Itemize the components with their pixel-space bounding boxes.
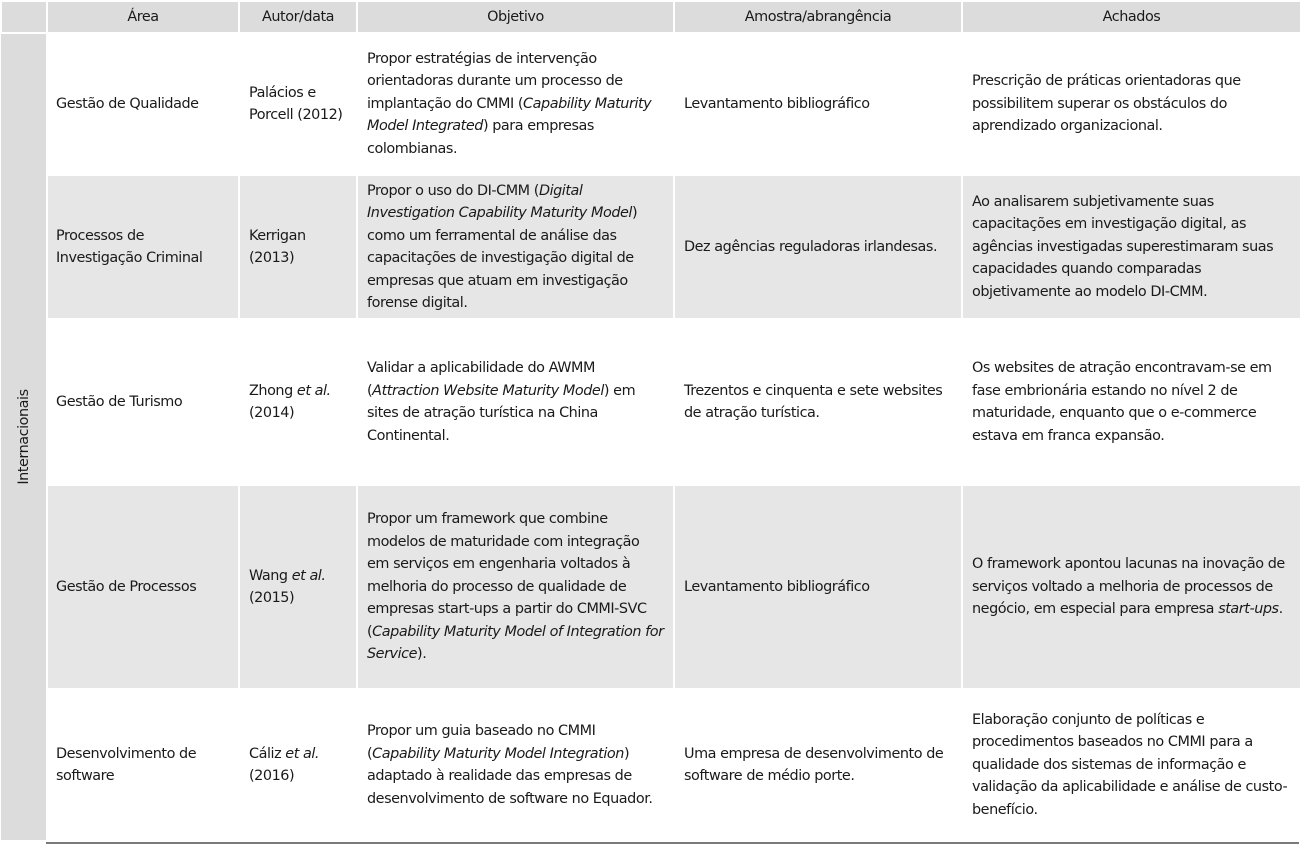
group-label: Internacionais: [15, 389, 32, 485]
author-name: Wang: [249, 567, 292, 584]
cell-objective: [357, 689, 674, 840]
model-name: Capability Maturity Model of Integration for Service: [367, 623, 664, 663]
header-corner: [1, 2, 47, 33]
cell-author: Palácios e Porcell (2012): [239, 33, 357, 175]
header-findings: Achados: [962, 2, 1300, 33]
author-year: (2016): [249, 768, 295, 784]
author-etal: et al.: [291, 567, 326, 584]
header-objective: Objetivo: [357, 2, 674, 33]
findings-emphasis: start-ups: [1218, 601, 1279, 618]
header-author: Autor/data: [239, 2, 357, 33]
cell-author: Kerrigan (2013): [239, 175, 357, 319]
author-etal: et al.: [285, 745, 320, 762]
objective-text: Validar a aplicabilidade do AWMM (: [367, 360, 595, 399]
literature-review-table: [0, 2, 1300, 840]
findings-text: Prescrição de práticas orientadoras que possibilitem superar os obstáculos do aprendizado organizacional.: [972, 73, 1241, 135]
cell-objective: [357, 319, 674, 485]
cell-objective: [357, 175, 674, 319]
header-sample: Amostra/abrangência: [674, 2, 962, 33]
objective-text: ) como um ferramental de análise das capacitações de investigação digital de empresas que atuam em investigação forense digital.: [367, 205, 638, 311]
model-name: Capability Maturity Model Integration: [372, 745, 624, 762]
findings-text: Elaboração conjunto de políticas e procedimentos baseados no CMMI para a qualidade dos sistemas de informação e validação da aplicabilidade e análise de custo-benefício.: [972, 711, 1288, 818]
cell-findings: [962, 689, 1300, 840]
cell-findings: [962, 175, 1300, 319]
cell-sample: Dez agências reguladoras irlandesas.: [674, 175, 962, 319]
cell-sample: Levantamento bibliográfico: [674, 33, 962, 175]
cell-author: [239, 485, 357, 689]
findings-text: Ao analisarem subjetivamente suas capacitações em investigação digital, as agências investigadas superestimaram suas capacidades quando comparadas objetivamente ao modelo DI-CMM.: [972, 193, 1274, 300]
objective-text: Propor um framework que combine modelos de maturidade com integração em serviços em engenharia voltados à melhoria do processo de qualidade de empresas start-ups a partir do CMMI-SVC (: [367, 511, 647, 640]
table-row: [1, 33, 1300, 175]
header-area: Área: [47, 2, 239, 33]
objective-text: ) adaptado à realidade das empresas de desenvolvimento de software no Equador.: [367, 745, 653, 807]
cell-sample: Trezentos e cinquenta e sete websites de atração turística.: [674, 319, 962, 485]
cell-author: [239, 689, 357, 840]
table-row: [1, 689, 1300, 840]
objective-text: Propor o uso do DI-CMM (: [367, 182, 539, 199]
findings-text: .: [1278, 601, 1283, 618]
cell-area: Gestão de Qualidade: [47, 33, 239, 175]
cell-sample: Levantamento bibliográfico: [674, 485, 962, 689]
header-row: [1, 2, 1300, 33]
cell-sample: Uma empresa de desenvolvimento de software de médio porte.: [674, 689, 962, 840]
findings-text: Os websites de atração encontravam-se em fase embrionária estando no nível 2 de maturidade, enquanto que o e-commerce estava em franca expansão.: [972, 360, 1272, 444]
author-name: Zhong: [249, 382, 297, 399]
author-name: Cáliz: [249, 745, 286, 762]
group-cell: [1, 33, 47, 840]
cell-objective: [357, 485, 674, 689]
author-year: (2014): [249, 405, 295, 421]
model-name: Attraction Website Maturity Model: [372, 382, 604, 399]
cell-author: [239, 319, 357, 485]
table-row: [1, 175, 1300, 319]
table-bottom-rule: [46, 842, 1299, 844]
objective-text: ).: [417, 646, 427, 663]
objective-text: ) em sites de atração turística na China Continental.: [367, 382, 636, 444]
table-row: [1, 319, 1300, 485]
cell-findings: [962, 485, 1300, 689]
table-row: [1, 485, 1300, 689]
cell-objective: [357, 33, 674, 175]
author-year: (2015): [249, 590, 295, 606]
cell-findings: [962, 33, 1300, 175]
objective-text: Propor estratégias de intervenção orientadoras durante um processo de implantação do CMMI (: [367, 50, 623, 112]
author-etal: et al.: [296, 382, 331, 399]
findings-text: O framework apontou lacunas na inovação de serviços voltado a melhoria de processos de negócio, em especial para empresa: [972, 556, 1285, 618]
model-name: Digital Investigation Capability Maturity Model: [367, 182, 632, 221]
cell-area: Processos de Investigação Criminal: [47, 175, 239, 319]
objective-text: ) para empresas colombianas.: [367, 118, 594, 157]
cell-area: Gestão de Turismo: [47, 319, 239, 485]
cell-area: Gestão de Processos: [47, 485, 239, 689]
cell-findings: [962, 319, 1300, 485]
objective-text: Propor um guia baseado no CMMI (: [367, 723, 596, 762]
model-name: Capability Maturity Model Integrated: [367, 95, 652, 135]
cell-area: Desenvolvimento de software: [47, 689, 239, 840]
